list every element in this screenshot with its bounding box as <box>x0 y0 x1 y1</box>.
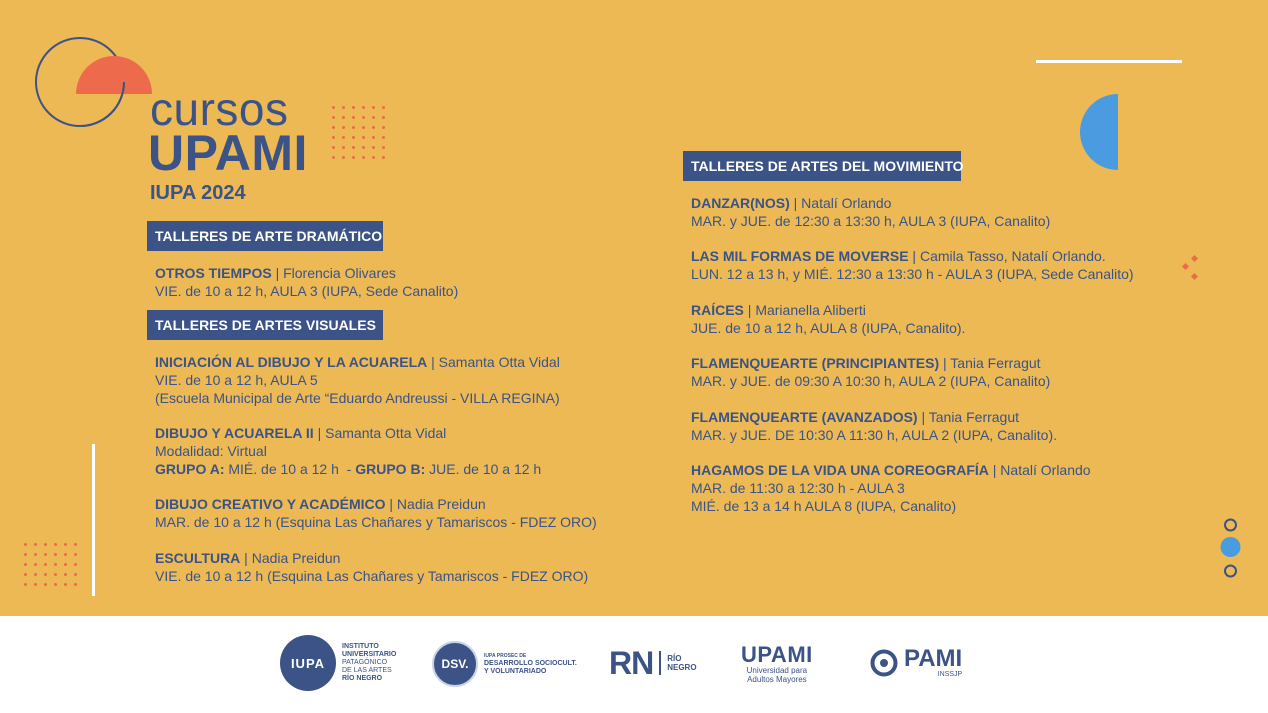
section-label-arte-dramatico: TALLERES DE ARTE DRAMÁTICO <box>147 221 383 251</box>
course-name: ESCULTURA <box>155 550 241 566</box>
pami-sub: INSSJP <box>937 671 963 678</box>
white-line-left-vertical <box>92 444 95 596</box>
course-schedule: VIE. de 10 a 12 h, AULA 3 (IUPA, Sede Canalito) <box>155 283 459 299</box>
upami-tagline-2: Adultos Mayores <box>747 675 807 684</box>
upami-wordmark: UPAMI <box>741 642 813 667</box>
white-line-top-right <box>1036 60 1182 63</box>
course-hagamos-coreografia <box>691 461 1091 515</box>
rn-name-text <box>667 654 696 672</box>
course-teacher: | Natalí Orlando <box>789 195 892 211</box>
course-mil-formas <box>691 247 1134 283</box>
course-name: RAÍCES <box>691 302 744 318</box>
course-flamenquearte-avanzados <box>691 408 1057 444</box>
section-label-artes-visuales: TALLERES DE ARTES VISUALES <box>147 310 383 340</box>
dsv-line: IUPA PROSEC DE <box>484 652 527 659</box>
course-name: LAS MIL FORMAS DE MOVERSE <box>691 248 909 264</box>
course-schedule: MAR. y JUE. de 12:30 a 13:30 h, AULA 3 (IUPA, Canalito) <box>691 213 1051 229</box>
course-teacher: | Tania Ferragut <box>917 409 1020 425</box>
group-a-schedule: MIÉ. de 10 a 12 h - <box>224 461 356 477</box>
iupa-line: INSTITUTO <box>342 643 379 650</box>
pami-emblem-icon <box>870 649 898 677</box>
course-name: HAGAMOS DE LA VIDA UNA COREOGRAFÍA <box>691 462 989 478</box>
course-modality: Modalidad: Virtual <box>155 443 267 459</box>
rio-negro-logo <box>609 647 697 679</box>
pami-logo <box>870 647 962 679</box>
course-danzar-nos <box>691 194 1050 230</box>
pami-wordmark: PAMI <box>904 645 963 672</box>
course-iniciacion-dibujo <box>155 353 560 407</box>
iupa-line: UNIVERSITARIO <box>342 651 397 658</box>
footer-logos <box>0 616 1268 713</box>
iupa-emblem <box>280 635 336 691</box>
dsv-emblem-text: DSV. <box>441 657 469 671</box>
title-upami: UPAMI <box>148 125 308 181</box>
half-circle-blue-decoration <box>1080 94 1120 170</box>
course-name: OTROS TIEMPOS <box>155 265 272 281</box>
course-dibujo-acuarela-ii <box>155 424 541 478</box>
diamond-decoration <box>1180 254 1202 284</box>
course-schedule: LUN. 12 a 13 h, y MIÉ. 12:30 a 13:30 h - AULA 3 (IUPA, Sede Canalito) <box>691 266 1134 282</box>
dsv-emblem <box>432 641 478 687</box>
course-teacher: | Marianella Aliberti <box>743 302 866 318</box>
iupa-logo <box>280 635 396 691</box>
course-name: DIBUJO Y ACUARELA II <box>155 425 314 441</box>
dsv-logo <box>432 641 577 687</box>
upami-logo <box>741 644 813 684</box>
course-schedule: MAR. y JUE. de 09:30 A 10:30 h, AULA 2 (IUPA, Canalito) <box>691 373 1051 389</box>
section-label-artes-movimiento: TALLERES DE ARTES DEL MOVIMIENTO <box>683 151 961 181</box>
circle-outline-overlay <box>30 34 130 130</box>
course-teacher: | Natalí Orlando <box>988 462 1091 478</box>
rn-line: RÍO <box>667 654 682 663</box>
course-schedule: VIE. de 10 a 12 h (Esquina Las Chañares y Tamariscos - FDEZ ORO) <box>155 568 589 584</box>
circles-stack-decoration <box>1218 515 1244 581</box>
course-schedule: MAR. de 10 a 12 h (Esquina Las Chañares y Tamariscos - FDEZ ORO) <box>155 514 597 530</box>
course-name: DANZAR(NOS) <box>691 195 790 211</box>
course-schedule-2: MIÉ. de 13 a 14 h AULA 8 (IUPA, Canalito) <box>691 498 957 514</box>
iupa-line: RÍO NEGRO <box>342 675 383 682</box>
course-name: INICIACIÓN AL DIBUJO Y LA ACUARELA <box>155 354 428 370</box>
course-name: DIBUJO CREATIVO Y ACADÉMICO <box>155 496 386 512</box>
course-teacher: | Tania Ferragut <box>939 355 1041 371</box>
iupa-line: PATAGÓNICO <box>342 659 388 666</box>
group-b-schedule: JUE. de 10 a 12 h <box>425 461 542 477</box>
group-a-label: GRUPO A: <box>155 461 225 477</box>
iupa-emblem-text: IUPA <box>290 655 326 671</box>
course-teacher: | Samanta Otta Vidal <box>427 354 560 370</box>
course-teacher: | Camila Tasso, Natalí Orlando. <box>908 248 1106 264</box>
course-teacher: | Nadia Preidun <box>385 496 486 512</box>
course-schedule: VIE. de 10 a 12 h, AULA 5 <box>155 372 318 388</box>
iupa-line: DE LAS ARTES <box>342 667 392 674</box>
iupa-name-text <box>342 643 396 683</box>
course-otros-tiempos <box>155 264 458 300</box>
dot-grid-bottom-left <box>24 543 84 593</box>
course-schedule: MAR. de 11:30 a 12:30 h - AULA 3 <box>691 480 905 496</box>
course-schedule: JUE. de 10 a 12 h, AULA 8 (IUPA, Canalito). <box>691 320 966 336</box>
course-flamenquearte-principiantes <box>691 354 1050 390</box>
group-b-label: GRUPO B: <box>355 461 426 477</box>
course-name: FLAMENQUEARTE (PRINCIPIANTES) <box>691 355 940 371</box>
dsv-name-text <box>484 653 577 676</box>
rn-line: NEGRO <box>667 663 697 672</box>
dot-grid-top <box>332 106 392 166</box>
dsv-line: DESARROLLO SOCIOCULT. <box>484 659 577 667</box>
title-iupa-2024: IUPA 2024 <box>150 182 246 204</box>
course-name: FLAMENQUEARTE (AVANZADOS) <box>691 409 918 425</box>
course-teacher: | Samanta Otta Vidal <box>313 425 447 441</box>
dsv-line: Y VOLUNTARIADO <box>484 667 547 675</box>
rn-divider <box>659 651 661 675</box>
upami-tagline-1: Universidad para <box>746 666 808 675</box>
course-teacher: | Nadia Preidun <box>240 550 341 566</box>
course-raices <box>691 301 965 337</box>
rn-letters: RN <box>609 645 654 681</box>
title-cursos: cursos <box>150 83 289 135</box>
course-escultura <box>155 549 588 585</box>
course-dibujo-creativo <box>155 495 597 531</box>
course-location: (Escuela Municipal de Arte “Eduardo Andreussi - VILLA REGINA) <box>155 390 560 406</box>
course-teacher: | Florencia Olivares <box>271 265 396 281</box>
course-schedule: MAR. y JUE. DE 10:30 A 11:30 h, AULA 2 (IUPA, Canalito). <box>691 427 1057 443</box>
